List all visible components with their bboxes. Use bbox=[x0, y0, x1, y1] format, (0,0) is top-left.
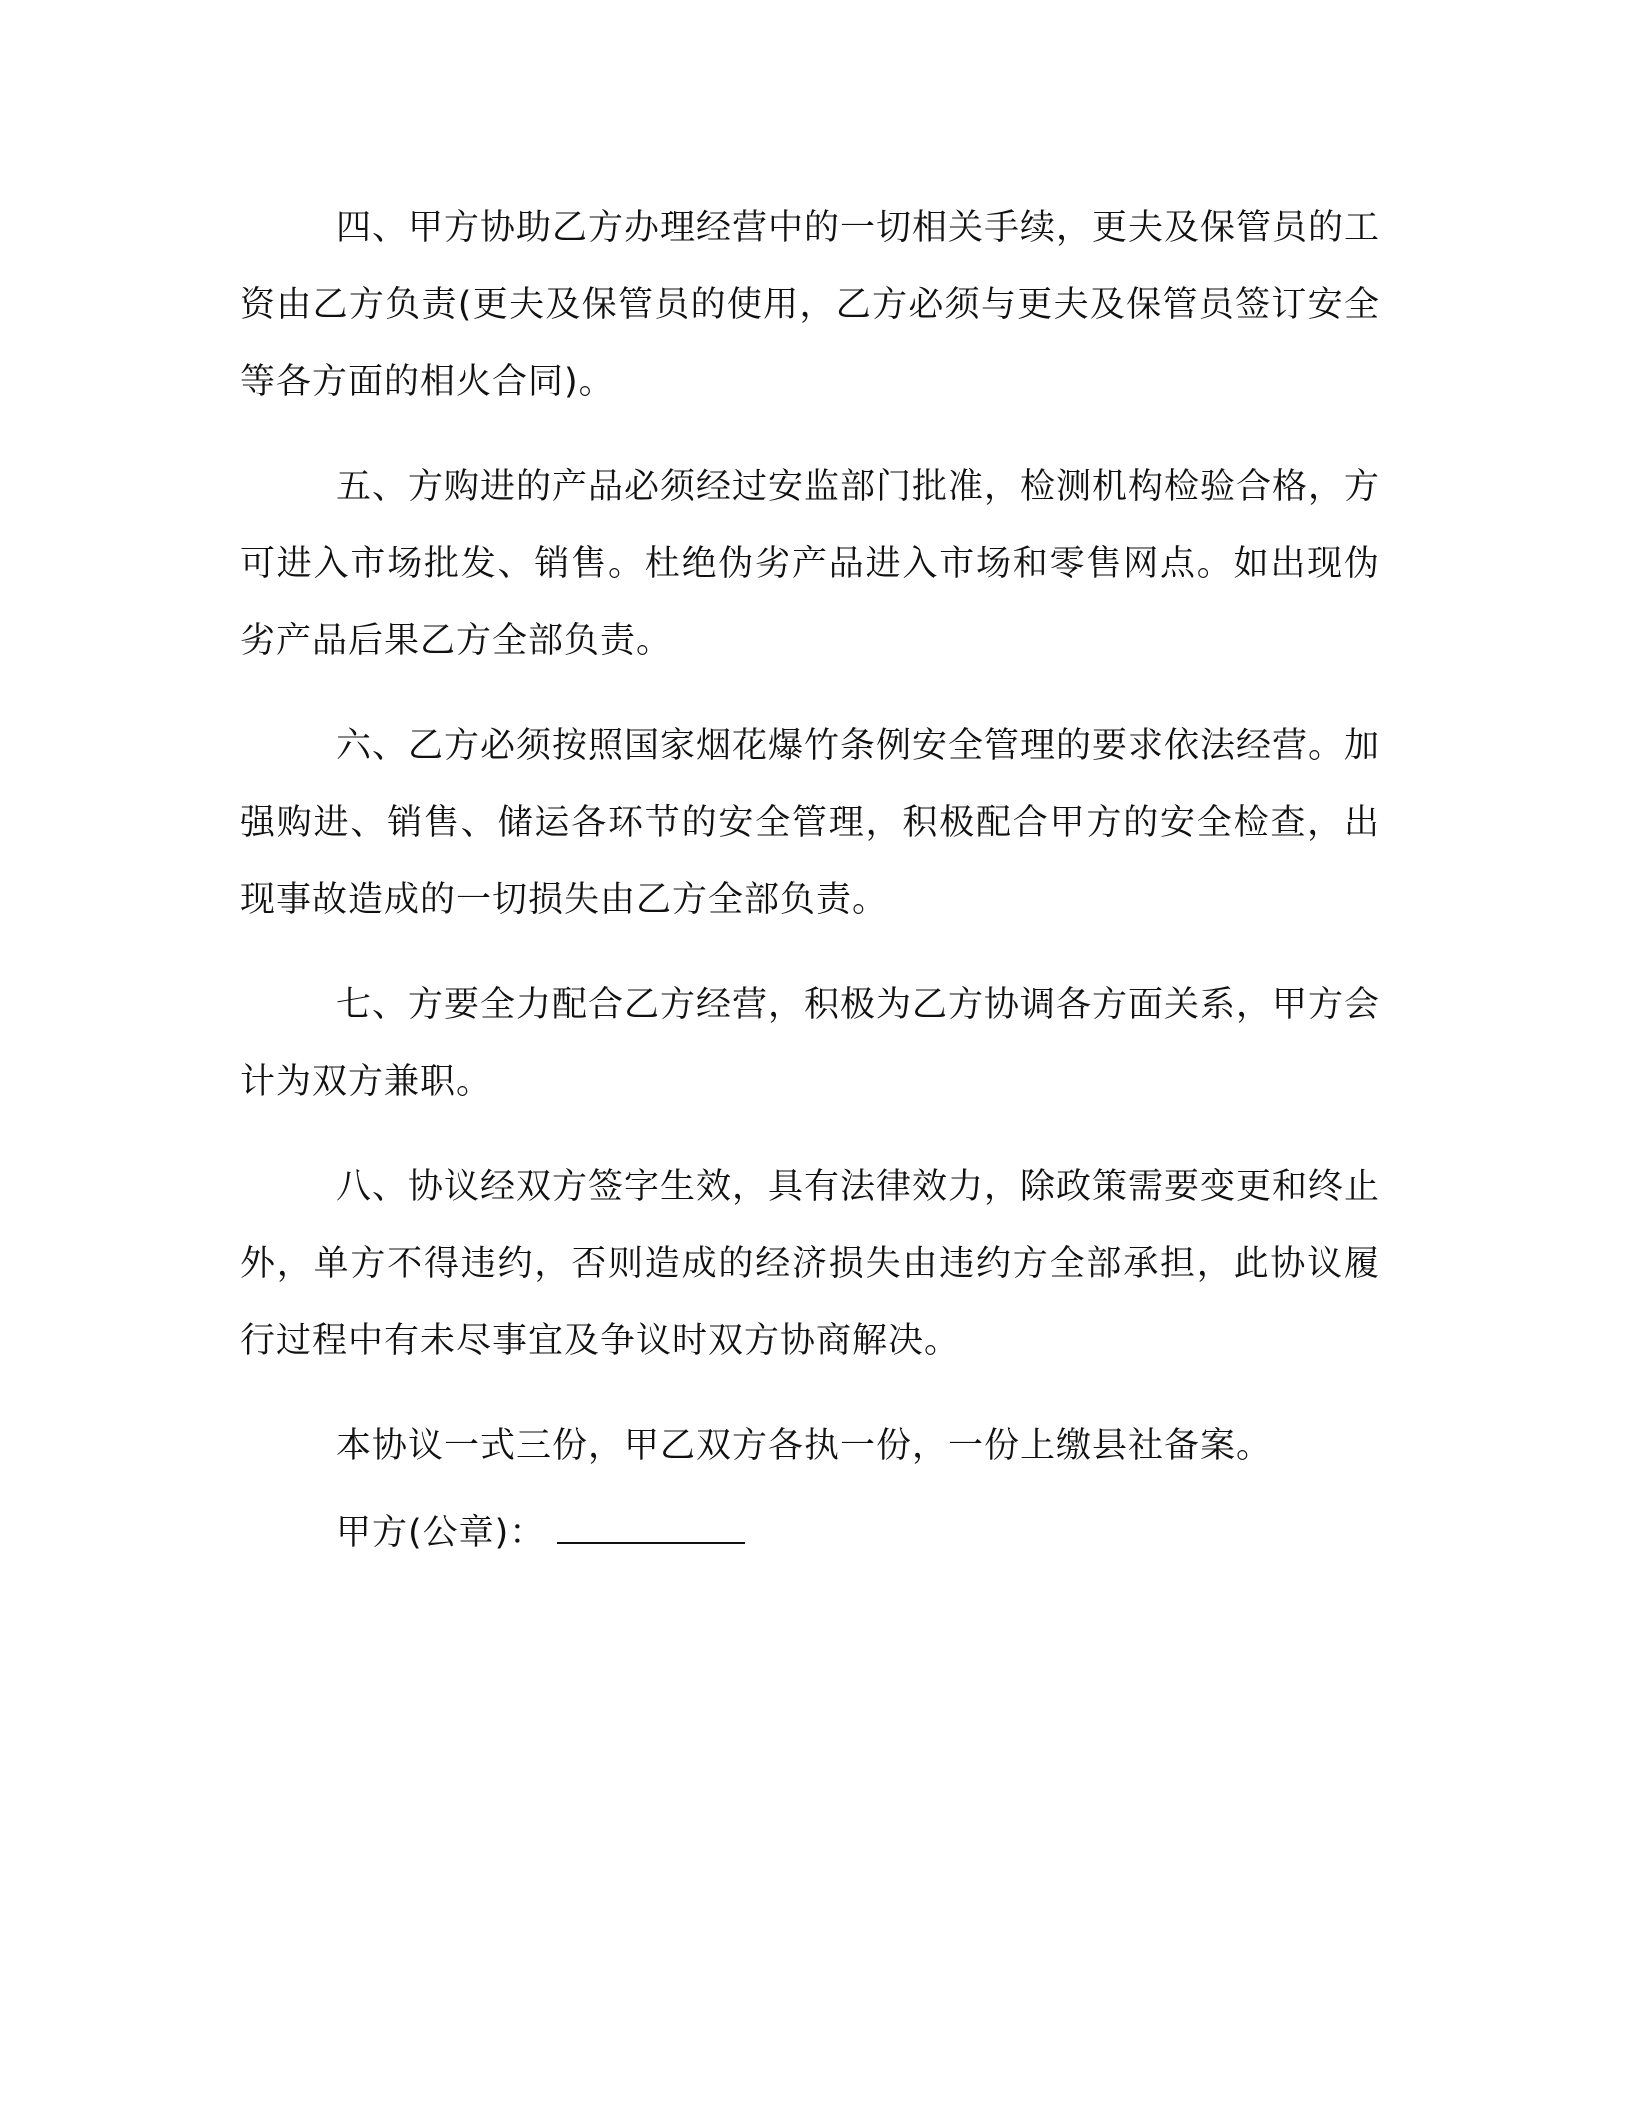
signature-blank-line bbox=[557, 1512, 745, 1544]
clause-six: 六、乙方必须按照国家烟花爆竹条例安全管理的要求依法经营。加强购进、销售、储运各环节的安全管理，积极配合甲方的安全检查，出现事故造成的一切损失由乙方全部负责。 bbox=[240, 726, 1381, 920]
document-body bbox=[240, 190, 1380, 1572]
party-a-signature bbox=[240, 1495, 1380, 1572]
clause-four: 四、甲方协助乙方办理经营中的一切相关手续，更夫及保管员的工资由乙方负责(更夫及保管员的使用，乙方必须与更夫及保管员签订安全等各方面的相火合同)。 bbox=[240, 208, 1381, 402]
clause-eight: 八、协议经双方签字生效，具有法律效力，除政策需要变更和终止外，单方不得违约，否则造成的经济损失由违约方全部承担，此协议履行过程中有未尽事宜及争议时双方协商解决。 bbox=[240, 1167, 1381, 1361]
copies-statement: 本协议一式三份，甲乙双方各执一份，一份上缴县社备案。 bbox=[336, 1426, 1273, 1466]
clause-seven: 七、方要全力配合乙方经营，积极为乙方协调各方面关系，甲方会计为双方兼职。 bbox=[240, 985, 1381, 1102]
clause-five: 五、方购进的产品必须经过安监部门批准，检测机构检验合格，方可进入市场批发、销售。杜绝伪劣产品进入市场和零售网点。如出现伪劣产品后果乙方全部负责。 bbox=[240, 467, 1381, 661]
signature-label: 甲方(公章)： bbox=[336, 1513, 546, 1553]
